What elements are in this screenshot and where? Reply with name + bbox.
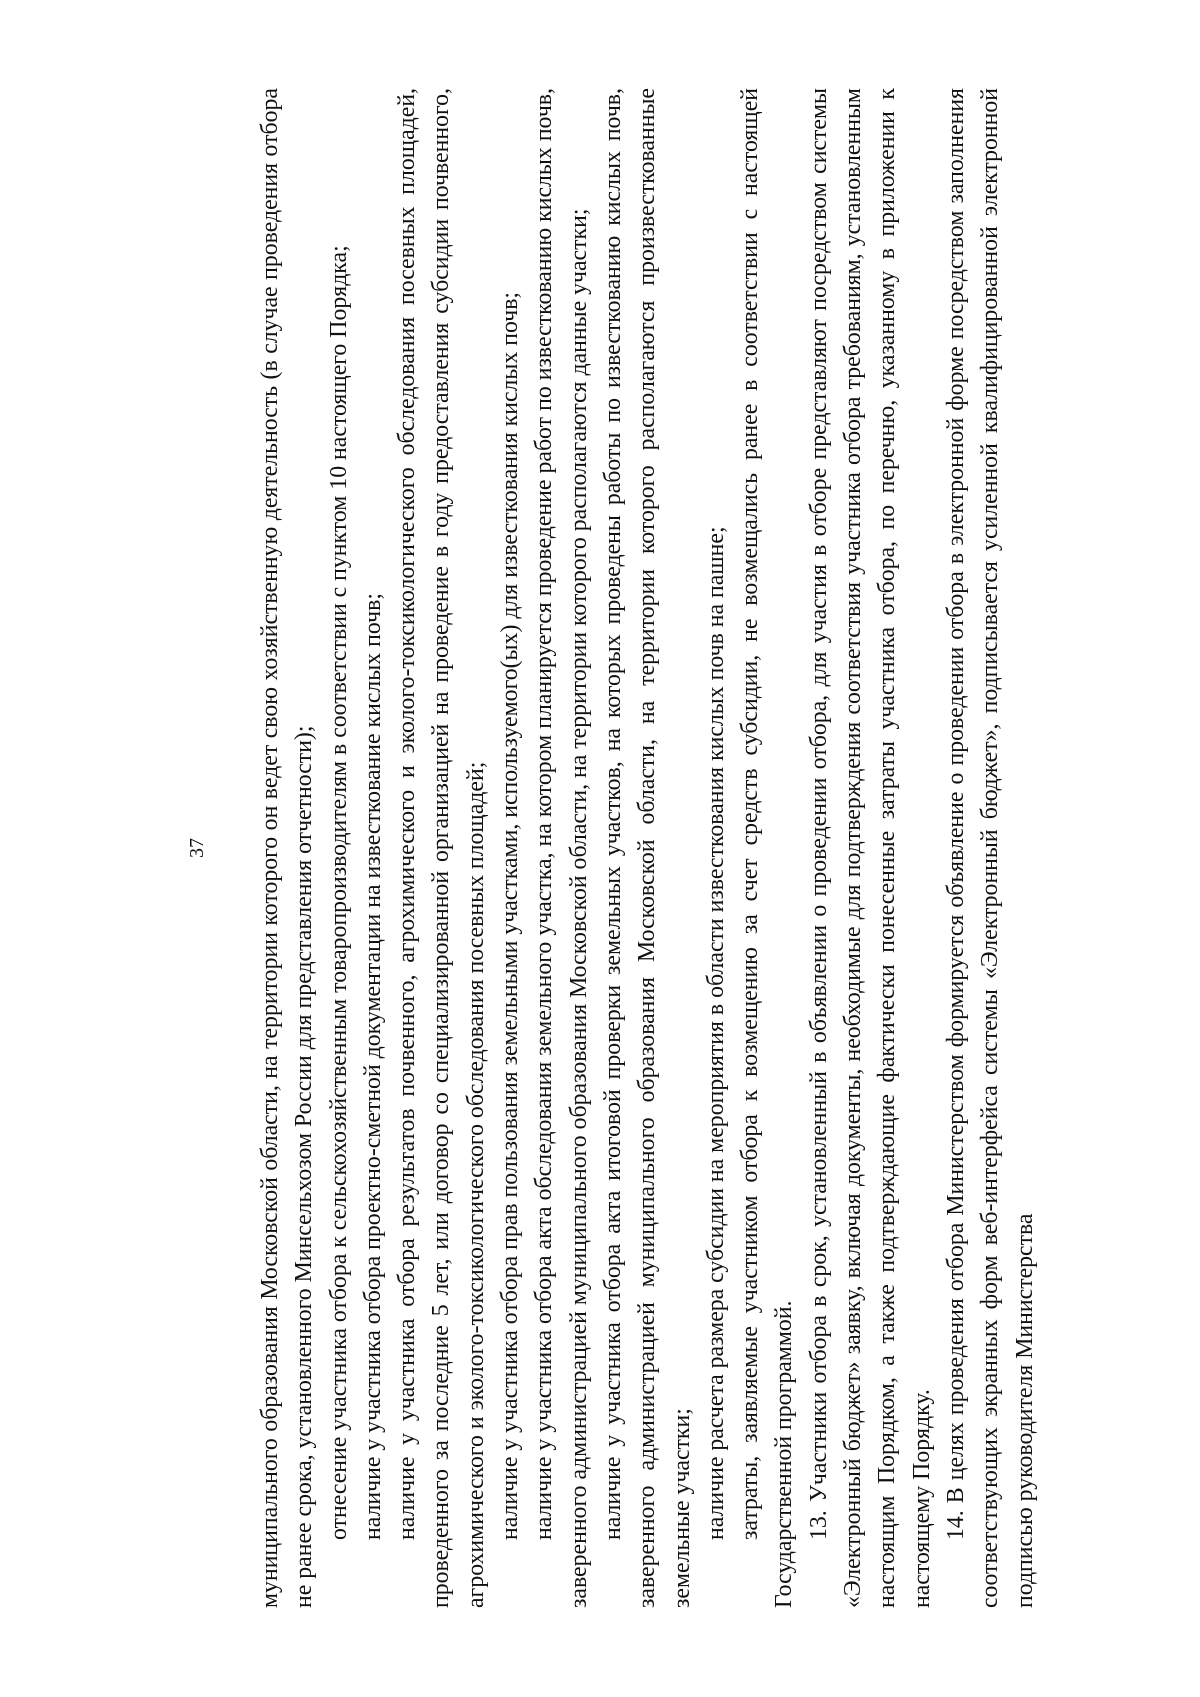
- paragraph: 14. В целях проведения отбора Министерством формируется объявление о проведении отбора в электронной форме посредством заполнения соответствующих экранных форм веб-интерфейса системы «Электронный бюджет», подписывается усиленной квалифицированной электронной подписью руководителя Министерства: [942, 88, 1038, 1608]
- paragraph: затраты, заявляемые участником отбора к возмещению за счет средств субсидии, не возмещались ранее в соответствии с настоящей Государственной программой.: [737, 88, 798, 1608]
- body-text: [253, 88, 1042, 1608]
- paragraph: наличие у участника отбора прав пользования земельными участками, используемого(ых) для известкования кислых почв;: [497, 291, 524, 1540]
- paragraph: муниципального образования Московской области, на территории которого он ведет свою хозяйственную деятельность (в случае проведения отбора не ранее срока, установленного Минсельхозом России для представления отчетности);: [257, 88, 318, 1608]
- paragraph: наличие у участника отбора акта обследования земельного участка, на котором планируется проведение работ по известкованию кислых почв, заверенного администрацией муниципального образования Московской области, на территории которого располагаются данные участки;: [531, 88, 592, 1608]
- rotated-content: [185, 88, 1038, 1608]
- page-number: 37: [186, 838, 208, 858]
- paragraph: наличие у участника отбора акта итоговой проверки земельных участков, на которых проведены работы по известкованию кислых почв, заверенного администрацией муниципального образования Московской области, на территории которого располагаются произвесткованные земельные участки;: [599, 88, 695, 1608]
- paragraph: наличие у участника отбора проектно-сметной документации на известкование кислых почв;: [359, 593, 386, 1540]
- paragraph: 13. Участники отбора в срок, установленный в объявлении о проведении отбора, для участия в отборе представляют посредством системы «Электронный бюджет» заявку, включая документы, необходимые для подтверждения соответствия участника отбора требованиям, установленным настоящим Порядком, а также подтверждающие фактически понесенные затраты участника отбора, по перечню, указанному в приложении к настоящему Порядку.: [805, 88, 935, 1608]
- paragraph: наличие расчета размера субсидии на мероприятия в области известкования кислых почв на пашне;: [702, 526, 729, 1540]
- paragraph: отнесение участника отбора к сельскохозяйственным товаропроизводителям в соответствии с пунктом 10 настоящего Порядка;: [325, 245, 352, 1540]
- paragraph: наличие у участника отбора результатов почвенного, агрохимического и эколого-токсикологического обследования посевных площадей, проведенного за последние 5 лет, или договор со специализированной организацией на проведение в году предоставления субсидии почвенного, агрохимического и эколого-токсикологического обследования посевных площадей;: [394, 88, 489, 1608]
